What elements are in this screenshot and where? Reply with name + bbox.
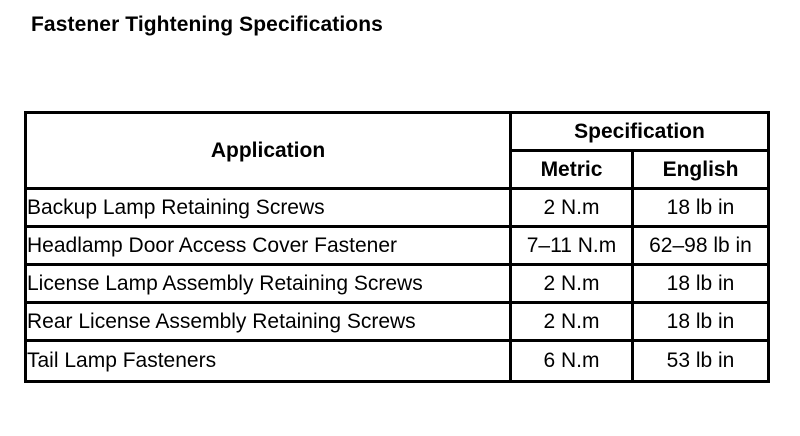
english-cell: 18 lb in bbox=[634, 266, 767, 304]
metric-cell: 6 N.m bbox=[512, 342, 634, 380]
table-row bbox=[27, 266, 767, 304]
english-cell: 53 lb in bbox=[666, 349, 735, 372]
english-cell: 62–98 lb in bbox=[634, 228, 767, 266]
english-cell: 18 lb in bbox=[634, 304, 767, 342]
metric-cell: 7–11 N.m bbox=[512, 228, 634, 266]
application-header: Application bbox=[27, 114, 512, 190]
metric-cell: 2 N.m bbox=[512, 190, 634, 228]
application-cell: License Lamp Assembly Retaining Screws bbox=[27, 266, 512, 304]
table-row bbox=[27, 190, 767, 228]
table-row bbox=[27, 228, 767, 266]
application-cell: Headlamp Door Access Cover Fastener bbox=[27, 228, 512, 266]
english-header: English bbox=[634, 152, 767, 190]
metric-header: Metric bbox=[512, 152, 634, 190]
fastener-spec-table bbox=[24, 111, 770, 383]
english-cell: 18 lb in bbox=[634, 190, 767, 228]
specification-header: Specification bbox=[512, 114, 767, 152]
application-cell: Tail Lamp Fasteners bbox=[27, 342, 512, 380]
application-cell: Rear License Assembly Retaining Screws bbox=[27, 304, 512, 342]
table-row bbox=[27, 304, 767, 342]
table-row bbox=[27, 342, 767, 380]
metric-cell: 2 N.m bbox=[512, 304, 634, 342]
application-cell: Backup Lamp Retaining Screws bbox=[27, 190, 512, 228]
metric-cell: 2 N.m bbox=[512, 266, 634, 304]
page-title: Fastener Tightening Specifications bbox=[31, 13, 383, 36]
